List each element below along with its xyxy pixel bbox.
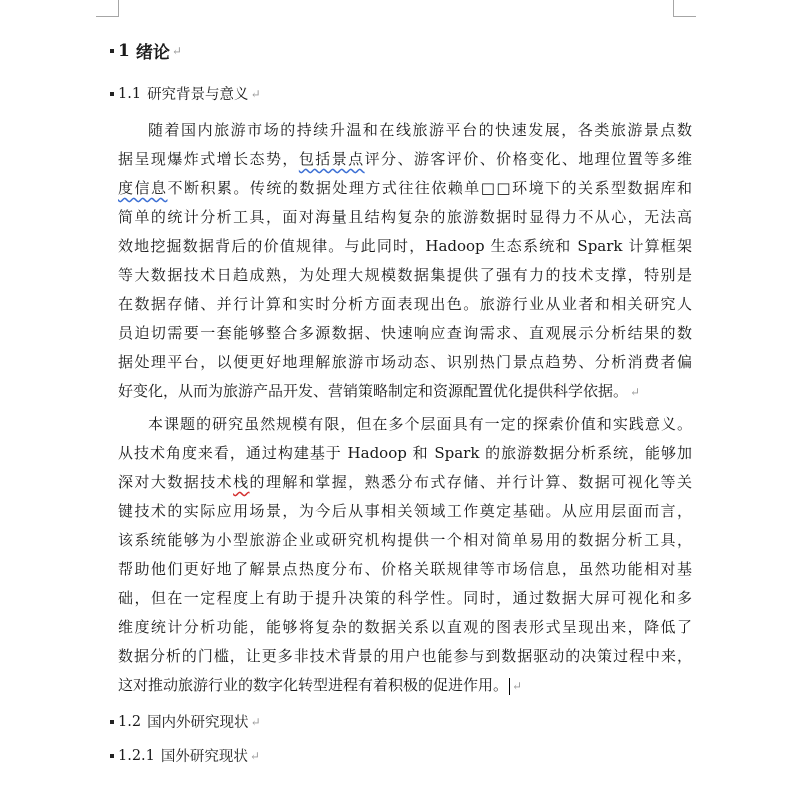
heading-bullet-icon <box>110 754 114 758</box>
heading-number: 1 <box>118 40 130 61</box>
heading-bullet-icon <box>110 720 114 724</box>
heading-number: 1.1 <box>118 85 142 102</box>
text-line: 数据分析的门槛，让更多非技术背景的用户也能参与到数据驱动的决策过程中来， <box>118 647 692 665</box>
grammar-underline: 包括景点 <box>298 150 365 168</box>
text-line: 据呈现爆炸式增长态势，包括景点评分、游客评价、价格变化、地理位置等多维 <box>118 150 692 168</box>
text-line: 础，但在一定程度上有助于提升决策的科学性。同时，通过数据大屏可视化和多 <box>118 589 692 607</box>
text-cursor <box>509 678 510 695</box>
paragraph-background[interactable] <box>118 116 692 406</box>
heading-1 <box>110 38 182 63</box>
text-line: 简单的统计分析工具，面对海量且结构复杂的旅游数据时显得力不从心，无法高 <box>118 208 692 226</box>
heading-title: 国外研究现状 <box>160 749 248 765</box>
paragraph-mark-icon: ↵ <box>250 714 261 729</box>
paragraph-mark-icon: ↵ <box>512 679 523 693</box>
text-line: 随着国内旅游市场的持续升温和在线旅游平台的快速发展，各类旅游景点数 <box>148 121 692 139</box>
paragraph-mark-icon: ↵ <box>249 748 260 763</box>
heading-title: 国内外研究现状 <box>147 715 249 731</box>
text-line: 这对推动旅游行业的数字化转型进程有着积极的促进作用。 ↵ <box>118 676 523 694</box>
text-line: 度信息不断积累。传统的数据处理方式往往依赖单□□环境下的关系型数据库和 <box>118 179 692 197</box>
paragraph-significance[interactable] <box>118 410 692 700</box>
grammar-underline: 度信息 <box>118 179 168 197</box>
text-line: 从技术角度来看，通过构建基于 Hadoop 和 Spark 的旅游数据分析系统，能够加 <box>118 444 692 462</box>
heading-title: 绪论 <box>135 43 170 63</box>
text-line: 好变化，从而为旅游产品开发、营销策略制定和资源配置优化提供科学依据。 ↵ <box>118 382 641 400</box>
text-line: 帮助他们更好地了解景点热度分布、价格关联规律等市场信息，虽然功能相对基 <box>118 560 692 578</box>
text-line: 等大数据技术日趋成熟，为处理大规模数据集提供了强有力的技术支撑，特别是 <box>118 266 692 284</box>
text-line: 本课题的研究虽然规模有限，但在多个层面具有一定的探索价值和实践意义。 <box>148 415 692 433</box>
heading-title: 研究背景与意义 <box>147 87 249 103</box>
heading-1-2-1 <box>110 745 260 766</box>
heading-bullet-icon <box>110 49 114 53</box>
heading-1-2 <box>110 711 261 732</box>
paragraph-mark-icon: ↵ <box>171 43 182 58</box>
text-line: 深对大数据技术栈的理解和掌握，熟悉分布式存储、并行计算、数据可视化等关 <box>118 473 692 491</box>
text-line: 据处理平台，以便更好地理解旅游市场动态、识别热门景点趋势、分析消费者偏 <box>118 353 692 371</box>
crop-mark-top-left <box>96 0 119 17</box>
text-line: 维度统计分析功能，能够将复杂的数据关系以直观的图表形式呈现出来，降低了 <box>118 618 692 636</box>
text-line: 员迫切需要一套能够整合多源数据、快速响应查询需求、直观展示分析结果的数 <box>118 324 692 342</box>
text-line: 键技术的实际应用场景，为今后从事相关领域工作奠定基础。从应用层面而言， <box>118 502 692 520</box>
paragraph-mark-icon: ↵ <box>250 86 261 101</box>
paragraph-mark-icon: ↵ <box>630 385 641 399</box>
spelling-underline: 栈 <box>233 473 250 491</box>
heading-number: 1.2 <box>118 713 142 730</box>
text-line: 在数据存储、并行计算和实时分析方面表现出色。旅游行业从业者和相关研究人 <box>118 295 692 313</box>
text-line: 该系统能够为小型旅游企业或研究机构提供一个相对简单易用的数据分析工具， <box>118 531 692 549</box>
heading-number: 1.2.1 <box>118 747 155 764</box>
crop-mark-top-right <box>673 0 696 17</box>
heading-1-1 <box>110 83 261 104</box>
heading-bullet-icon <box>110 92 114 96</box>
text-line: 效地挖掘数据背后的价值规律。与此同时，Hadoop 生态系统和 Spark 计算框架 <box>118 237 692 255</box>
